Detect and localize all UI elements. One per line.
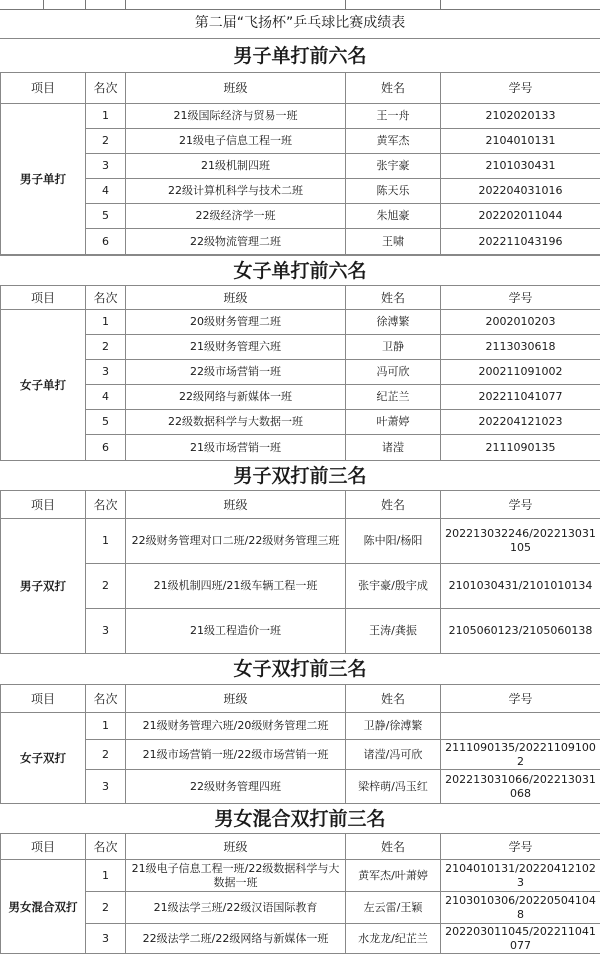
student-id-cell: 202213032246/202213031105 (441, 519, 600, 564)
student-id-cell: 2104010131 (441, 129, 600, 154)
table-mens-doubles (0, 490, 600, 654)
header-project: 项目 (1, 491, 86, 519)
rank-cell: 1 (86, 519, 126, 564)
name-cell: 水龙龙/纪芷兰 (346, 924, 441, 954)
name-cell: 冯可欣 (346, 360, 441, 385)
name-cell: 陈天乐 (346, 179, 441, 204)
name-cell: 黄军杰 (346, 129, 441, 154)
class-cell: 21级法学三班/22级汉语国际教育 (126, 892, 346, 924)
project-cell: 男子双打 (1, 519, 86, 654)
table-row (1, 924, 600, 954)
section-title-womens-singles: 女子单打前六名 (0, 255, 600, 286)
table-row (1, 154, 600, 179)
class-cell: 21级市场营销一班 (126, 435, 346, 461)
header-project: 项目 (1, 685, 86, 713)
student-id-cell: 2111090135/202211091002 (441, 740, 600, 770)
name-cell: 陈中阳/杨阳 (346, 519, 441, 564)
class-cell: 22级物流管理二班 (126, 229, 346, 255)
name-cell: 张宇豪/殷宇成 (346, 564, 441, 609)
name-cell: 卫静/徐溥繁 (346, 713, 441, 740)
student-id-cell: 2111090135 (441, 435, 600, 461)
student-id-cell (441, 713, 600, 740)
header-class: 班级 (126, 491, 346, 519)
table-row (1, 129, 600, 154)
table-row (1, 609, 600, 654)
name-cell: 梁梓萌/冯玉红 (346, 770, 441, 804)
section-title-mens-doubles: 男子双打前三名 (0, 460, 600, 491)
header-class: 班级 (126, 834, 346, 860)
name-cell: 黄军杰/叶萧婷 (346, 860, 441, 892)
header-row (1, 491, 600, 519)
project-cell: 男子单打 (1, 104, 86, 255)
header-student-id: 学号 (441, 685, 600, 713)
header-project: 项目 (1, 286, 86, 310)
header-name: 姓名 (346, 286, 441, 310)
header-student-id: 学号 (441, 286, 600, 310)
class-cell: 21级国际经济与贸易一班 (126, 104, 346, 129)
header-row (1, 834, 600, 860)
student-id-cell: 202211041077 (441, 385, 600, 410)
rank-cell: 5 (86, 204, 126, 229)
header-rank: 名次 (86, 286, 126, 310)
header-name: 姓名 (346, 73, 441, 104)
rank-cell: 6 (86, 229, 126, 255)
section-title-mixed-doubles: 男女混合双打前三名 (0, 803, 600, 834)
student-id-cell: 2104010131/202204121023 (441, 860, 600, 892)
class-cell: 21级财务管理六班 (126, 335, 346, 360)
class-cell: 21级电子信息工程一班/22级数据科学与大数据一班 (126, 860, 346, 892)
header-class: 班级 (126, 73, 346, 104)
rank-cell: 1 (86, 104, 126, 129)
class-cell: 22级数据科学与大数据一班 (126, 410, 346, 435)
class-cell: 21级财务管理六班/20级财务管理二班 (126, 713, 346, 740)
class-cell: 21级机制四班/21级车辆工程一班 (126, 564, 346, 609)
name-cell: 叶萧婷 (346, 410, 441, 435)
rank-cell: 2 (86, 335, 126, 360)
name-cell: 纪芷兰 (346, 385, 441, 410)
class-cell: 21级市场营销一班/22级市场营销一班 (126, 740, 346, 770)
student-id-cell: 202204121023 (441, 410, 600, 435)
header-student-id: 学号 (441, 834, 600, 860)
project-cell: 男女混合双打 (1, 860, 86, 954)
project-cell: 女子单打 (1, 310, 86, 461)
header-class: 班级 (126, 685, 346, 713)
rank-cell: 1 (86, 713, 126, 740)
table-womens-singles (0, 285, 600, 461)
table-row (1, 104, 600, 129)
rank-cell: 1 (86, 310, 126, 335)
class-cell: 21级工程造价一班 (126, 609, 346, 654)
name-cell: 左云雷/王颖 (346, 892, 441, 924)
rank-cell: 3 (86, 154, 126, 179)
name-cell: 诸滢 (346, 435, 441, 461)
rank-cell: 4 (86, 385, 126, 410)
student-id-cell: 200211091002 (441, 360, 600, 385)
student-id-cell: 202203011045/202211041077 (441, 924, 600, 954)
class-cell: 22级财务管理对口二班/22级财务管理三班 (126, 519, 346, 564)
student-id-cell: 2105060123/2105060138 (441, 609, 600, 654)
table-row (1, 204, 600, 229)
document-title: 第二届“飞扬杯”乒乓球比赛成绩表 (0, 10, 600, 36)
table-row (1, 179, 600, 204)
table-row (1, 360, 600, 385)
table-mens-singles (0, 72, 600, 255)
header-rank: 名次 (86, 834, 126, 860)
section-title-womens-doubles: 女子双打前三名 (0, 653, 600, 685)
student-id-cell: 2103010306/202205041048 (441, 892, 600, 924)
name-cell: 诸滢/冯可欣 (346, 740, 441, 770)
name-cell: 张宇豪 (346, 154, 441, 179)
rank-cell: 2 (86, 740, 126, 770)
table-row (1, 310, 600, 335)
student-id-cell: 202202011044 (441, 204, 600, 229)
project-cell: 女子双打 (1, 713, 86, 804)
class-cell: 21级机制四班 (126, 154, 346, 179)
table-row (1, 770, 600, 804)
student-id-cell: 202211043196 (441, 229, 600, 255)
header-rank: 名次 (86, 491, 126, 519)
table-mixed-doubles (0, 833, 600, 954)
student-id-cell: 202204031016 (441, 179, 600, 204)
rank-cell: 3 (86, 770, 126, 804)
header-project: 项目 (1, 73, 86, 104)
name-cell: 卫静 (346, 335, 441, 360)
name-cell: 朱旭豪 (346, 204, 441, 229)
table-row (1, 740, 600, 770)
header-name: 姓名 (346, 685, 441, 713)
header-rank: 名次 (86, 685, 126, 713)
name-cell: 徐溥繁 (346, 310, 441, 335)
student-id-cell: 202213031066/202213031068 (441, 770, 600, 804)
class-cell: 20级财务管理二班 (126, 310, 346, 335)
table-row (1, 564, 600, 609)
table-row (1, 892, 600, 924)
table-row (1, 335, 600, 360)
section-title-mens-singles: 男子单打前六名 (0, 38, 600, 73)
class-cell: 22级计算机科学与技术二班 (126, 179, 346, 204)
rank-cell: 1 (86, 860, 126, 892)
table-row (1, 860, 600, 892)
header-rank: 名次 (86, 73, 126, 104)
table-womens-doubles (0, 684, 600, 804)
table-row (1, 435, 600, 461)
header-student-id: 学号 (441, 73, 600, 104)
rank-cell: 4 (86, 179, 126, 204)
student-id-cell: 2002010203 (441, 310, 600, 335)
table-row (1, 410, 600, 435)
class-cell: 22级财务管理四班 (126, 770, 346, 804)
name-cell: 王涛/龚振 (346, 609, 441, 654)
student-id-cell: 2113030618 (441, 335, 600, 360)
rank-cell: 2 (86, 892, 126, 924)
header-class: 班级 (126, 286, 346, 310)
rank-cell: 5 (86, 410, 126, 435)
rank-cell: 3 (86, 924, 126, 954)
class-cell: 22级法学二班/22级网络与新媒体一班 (126, 924, 346, 954)
header-name: 姓名 (346, 834, 441, 860)
student-id-cell: 2101030431 (441, 154, 600, 179)
table-row (1, 713, 600, 740)
rank-cell: 2 (86, 564, 126, 609)
class-cell: 22级网络与新媒体一班 (126, 385, 346, 410)
header-name: 姓名 (346, 491, 441, 519)
previous-table-edge (0, 0, 600, 10)
rank-cell: 2 (86, 129, 126, 154)
class-cell: 21级电子信息工程一班 (126, 129, 346, 154)
table-row (1, 229, 600, 255)
class-cell: 22级经济学一班 (126, 204, 346, 229)
rank-cell: 6 (86, 435, 126, 461)
rank-cell: 3 (86, 360, 126, 385)
table-row (1, 385, 600, 410)
header-project: 项目 (1, 834, 86, 860)
class-cell: 22级市场营销一班 (126, 360, 346, 385)
name-cell: 王一舟 (346, 104, 441, 129)
header-row (1, 73, 600, 104)
rank-cell: 3 (86, 609, 126, 654)
student-id-cell: 2102020133 (441, 104, 600, 129)
student-id-cell: 2101030431/2101010134 (441, 564, 600, 609)
header-row (1, 685, 600, 713)
header-row (1, 286, 600, 310)
header-student-id: 学号 (441, 491, 600, 519)
table-row (1, 519, 600, 564)
name-cell: 王啸 (346, 229, 441, 255)
